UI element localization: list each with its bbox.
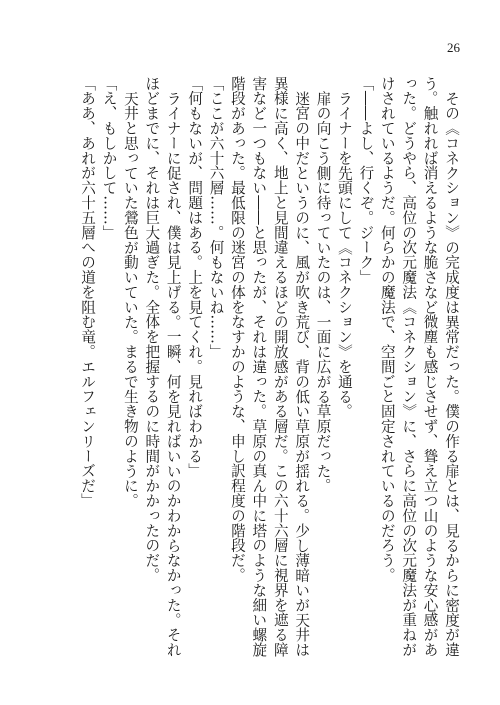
paragraph-dialogue: 「何もないが、問題はある。上を見てくれ。見ればわかる」 [186, 76, 204, 479]
paragraph: その《コネクション》の完成度は異常だった。僕の作る扉とは、見るからに密度が違う。触れれば消えるような脆さなど微塵も感じさせず、聳え立つ山のような安心感があった。どうやら、高位の次元魔法《コネクション》に、さらに高位の次元魔法が重ねがけされているようだ。何らかの魔法で、空間ごと固定されているのだろう。 [378, 76, 460, 658]
vertical-text-body [34, 76, 462, 666]
page-number: 26 [447, 40, 460, 55]
paragraph: 迷宮の中だというのに、風が吹き荒び、背の低い草原が揺れる。少し薄暗いが天井は異様に高く、地上と見間違えるほどの開放感がある層だ。この六十六層に視界を遮る障害など一つもない――と思ったが、それは違った。草原の真ん中に塔のような細い螺旋階段があった。最低限の迷宮の体をなすかのような、申し訳程度の階段だ。 [228, 76, 311, 658]
paragraph: 天井と思っていた鶯色が動いていた。まるで生き物のように。 [121, 90, 139, 508]
paragraph-dialogue: 「え、もしかして……」 [100, 76, 118, 240]
paragraph-dialogue: 「――よし、行くぞ。ジーク」 [357, 76, 375, 285]
paragraph: ライナーを先頭にして《コネクション》を通る。 [335, 90, 353, 419]
paragraph-dialogue: 「ここが六十六層……。何もないね……」 [207, 76, 225, 360]
paragraph-dialogue: 「ああ、あれが六十五層への道を阻む竜。エルフェンリーズだ」 [79, 76, 97, 509]
paragraph: 扉の向こう側に待っていたのは、一面に広がる草原だった。 [314, 90, 332, 493]
paragraph: ライナーに促され、僕は見上げる。一瞬、何を見ればいいのかわからなかった。それほどまでに、それは巨大過ぎた。全体を把握するのに時間がかかったのだ。 [143, 76, 182, 657]
